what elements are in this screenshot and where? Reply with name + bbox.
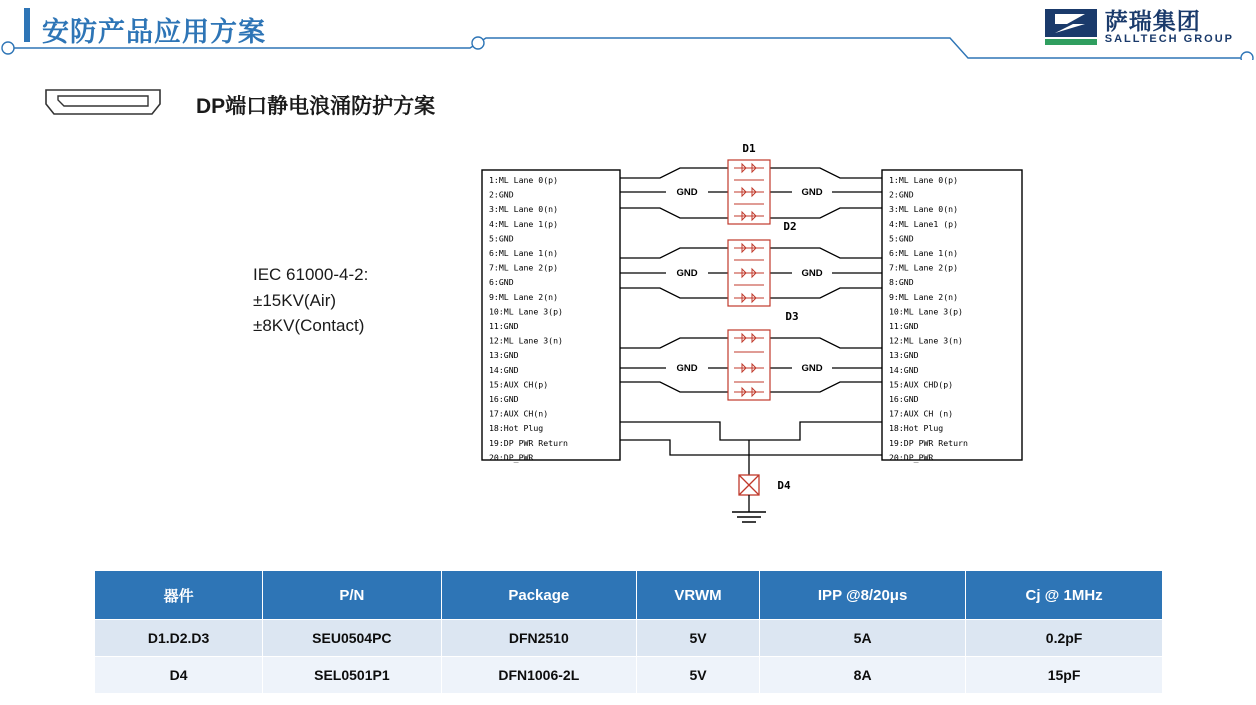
right-pin-label: 13:GND xyxy=(889,350,919,361)
dp-protection-schematic xyxy=(470,140,1040,540)
right-pin-label: 1:ML Lane 0(p) xyxy=(889,175,959,185)
left-pin-label: 9:ML Lane 2(n) xyxy=(489,291,559,302)
table-header-row xyxy=(95,571,1163,620)
iec-standard-note xyxy=(253,262,368,339)
gnd-label-left-d1: GND xyxy=(676,187,698,198)
dp-connector-icon xyxy=(44,84,164,120)
left-pin-label: 3:ML Lane 0(n) xyxy=(489,204,559,215)
right-pin-label: 2:GND xyxy=(889,189,914,200)
right-pin-label: 7:ML Lane 2(p) xyxy=(889,262,959,273)
left-pin-label: 10:ML Lane 3(p) xyxy=(489,306,563,317)
device-label-d4: D4 xyxy=(777,479,791,492)
table-row xyxy=(95,657,1163,694)
right-pin-label: 16:GND xyxy=(889,394,919,404)
left-pin-label: 6:GND xyxy=(489,277,514,288)
table-cell: 15pF xyxy=(966,657,1163,694)
right-pin-label: 11:GND xyxy=(889,321,919,331)
left-pin-label: 6:ML Lane 1(n) xyxy=(489,248,559,258)
right-pin-label: 3:ML Lane 0(n) xyxy=(889,204,959,215)
left-pin-label: 1:ML Lane 0(p) xyxy=(489,175,559,185)
logo-name-cn: 萨瑞集团 xyxy=(1104,7,1201,34)
table-cell: 5V xyxy=(637,657,760,694)
gnd-label-left-d3: GND xyxy=(676,363,698,374)
gnd-label-left-d2: GND xyxy=(676,268,698,279)
table-cell: 0.2pF xyxy=(966,620,1163,657)
page-header xyxy=(0,0,1256,62)
left-pin-label: 20:DP_PWR xyxy=(489,452,534,463)
left-pin-label: 11:GND xyxy=(489,321,519,331)
right-pin-label: 17:AUX CH (n) xyxy=(889,408,954,419)
table-header-cell: P/N xyxy=(263,571,441,620)
left-pin-label: 18:Hot Plug xyxy=(489,423,544,434)
table-header-cell: Cj @ 1MHz xyxy=(966,571,1163,620)
right-pin-label: 5:GND xyxy=(889,233,914,244)
right-pin-label: 10:ML Lane 3(p) xyxy=(889,306,963,317)
left-pin-label: 12:ML Lane 3(n) xyxy=(489,335,563,346)
right-pin-label: 6:ML Lane 1(n) xyxy=(889,248,959,258)
gnd-label-right-d2: GND xyxy=(801,268,823,279)
gnd-label-right-d1: GND xyxy=(801,187,823,198)
page-title: 安防产品应用方案 xyxy=(42,17,266,47)
left-pin-label: 15:AUX CH(p) xyxy=(489,379,549,390)
left-pin-label: 7:ML Lane 2(p) xyxy=(489,262,559,273)
left-pin-label: 14:GND xyxy=(489,364,519,375)
left-pin-label: 2:GND xyxy=(489,189,514,200)
iec-line-1: IEC 61000-4-2: xyxy=(253,265,369,284)
left-pin-label: 5:GND xyxy=(489,233,514,244)
right-pin-label: 14:GND xyxy=(889,364,919,375)
right-pin-label: 19:DP PWR Return xyxy=(889,437,968,448)
right-pin-label: 12:ML Lane 3(n) xyxy=(889,335,963,346)
table-header-cell: IPP @8/20μs xyxy=(760,571,966,620)
table-cell: D1.D2.D3 xyxy=(95,620,263,657)
spec-table xyxy=(94,570,1163,694)
table-cell: 5A xyxy=(760,620,966,657)
left-pin-label: 19:DP PWR Return xyxy=(489,437,568,448)
iec-line-3: ±8KV(Contact) xyxy=(253,316,365,335)
left-pin-label: 4:ML Lane 1(p) xyxy=(489,218,559,229)
device-label-d2: D2 xyxy=(783,220,797,233)
left-pin-label: 17:AUX CH(n) xyxy=(489,408,549,419)
table-header-cell: VRWM xyxy=(637,571,760,620)
table-cell: SEU0504PC xyxy=(263,620,441,657)
section-title: DP端口静电浪涌防护方案 xyxy=(196,95,436,118)
right-pin-label: 9:ML Lane 2(n) xyxy=(889,291,959,302)
right-pin-label: 4:ML Lane1 (p) xyxy=(889,218,959,229)
device-label-d3: D3 xyxy=(785,310,799,323)
right-pin-label: 20:DP_PWR xyxy=(889,452,934,463)
table-cell: 5V xyxy=(637,620,760,657)
table-cell: 8A xyxy=(760,657,966,694)
left-pin-label: 16:GND xyxy=(489,394,519,404)
salltech-logo-icon xyxy=(1045,9,1097,45)
gnd-label-right-d3: GND xyxy=(801,363,823,374)
right-pin-label: 15:AUX CHD(p) xyxy=(889,379,954,390)
company-logo xyxy=(1045,6,1234,48)
table-row xyxy=(95,620,1163,657)
device-label-d1: D1 xyxy=(742,142,756,155)
table-cell: SEL0501P1 xyxy=(263,657,441,694)
table-cell: D4 xyxy=(95,657,263,694)
right-pin-label: 18:Hot Plug xyxy=(889,423,944,434)
iec-line-2: ±15KV(Air) xyxy=(253,290,337,310)
left-pin-label: 13:GND xyxy=(489,350,519,361)
table-header-cell: Package xyxy=(441,571,637,620)
right-pin-label: 8:GND xyxy=(889,277,914,288)
table-header-cell: 器件 xyxy=(95,571,263,620)
logo-name-en: SALLTECH GROUP xyxy=(1104,33,1234,46)
table-cell: DFN1006-2L xyxy=(441,657,637,694)
table-cell: DFN2510 xyxy=(441,620,637,657)
